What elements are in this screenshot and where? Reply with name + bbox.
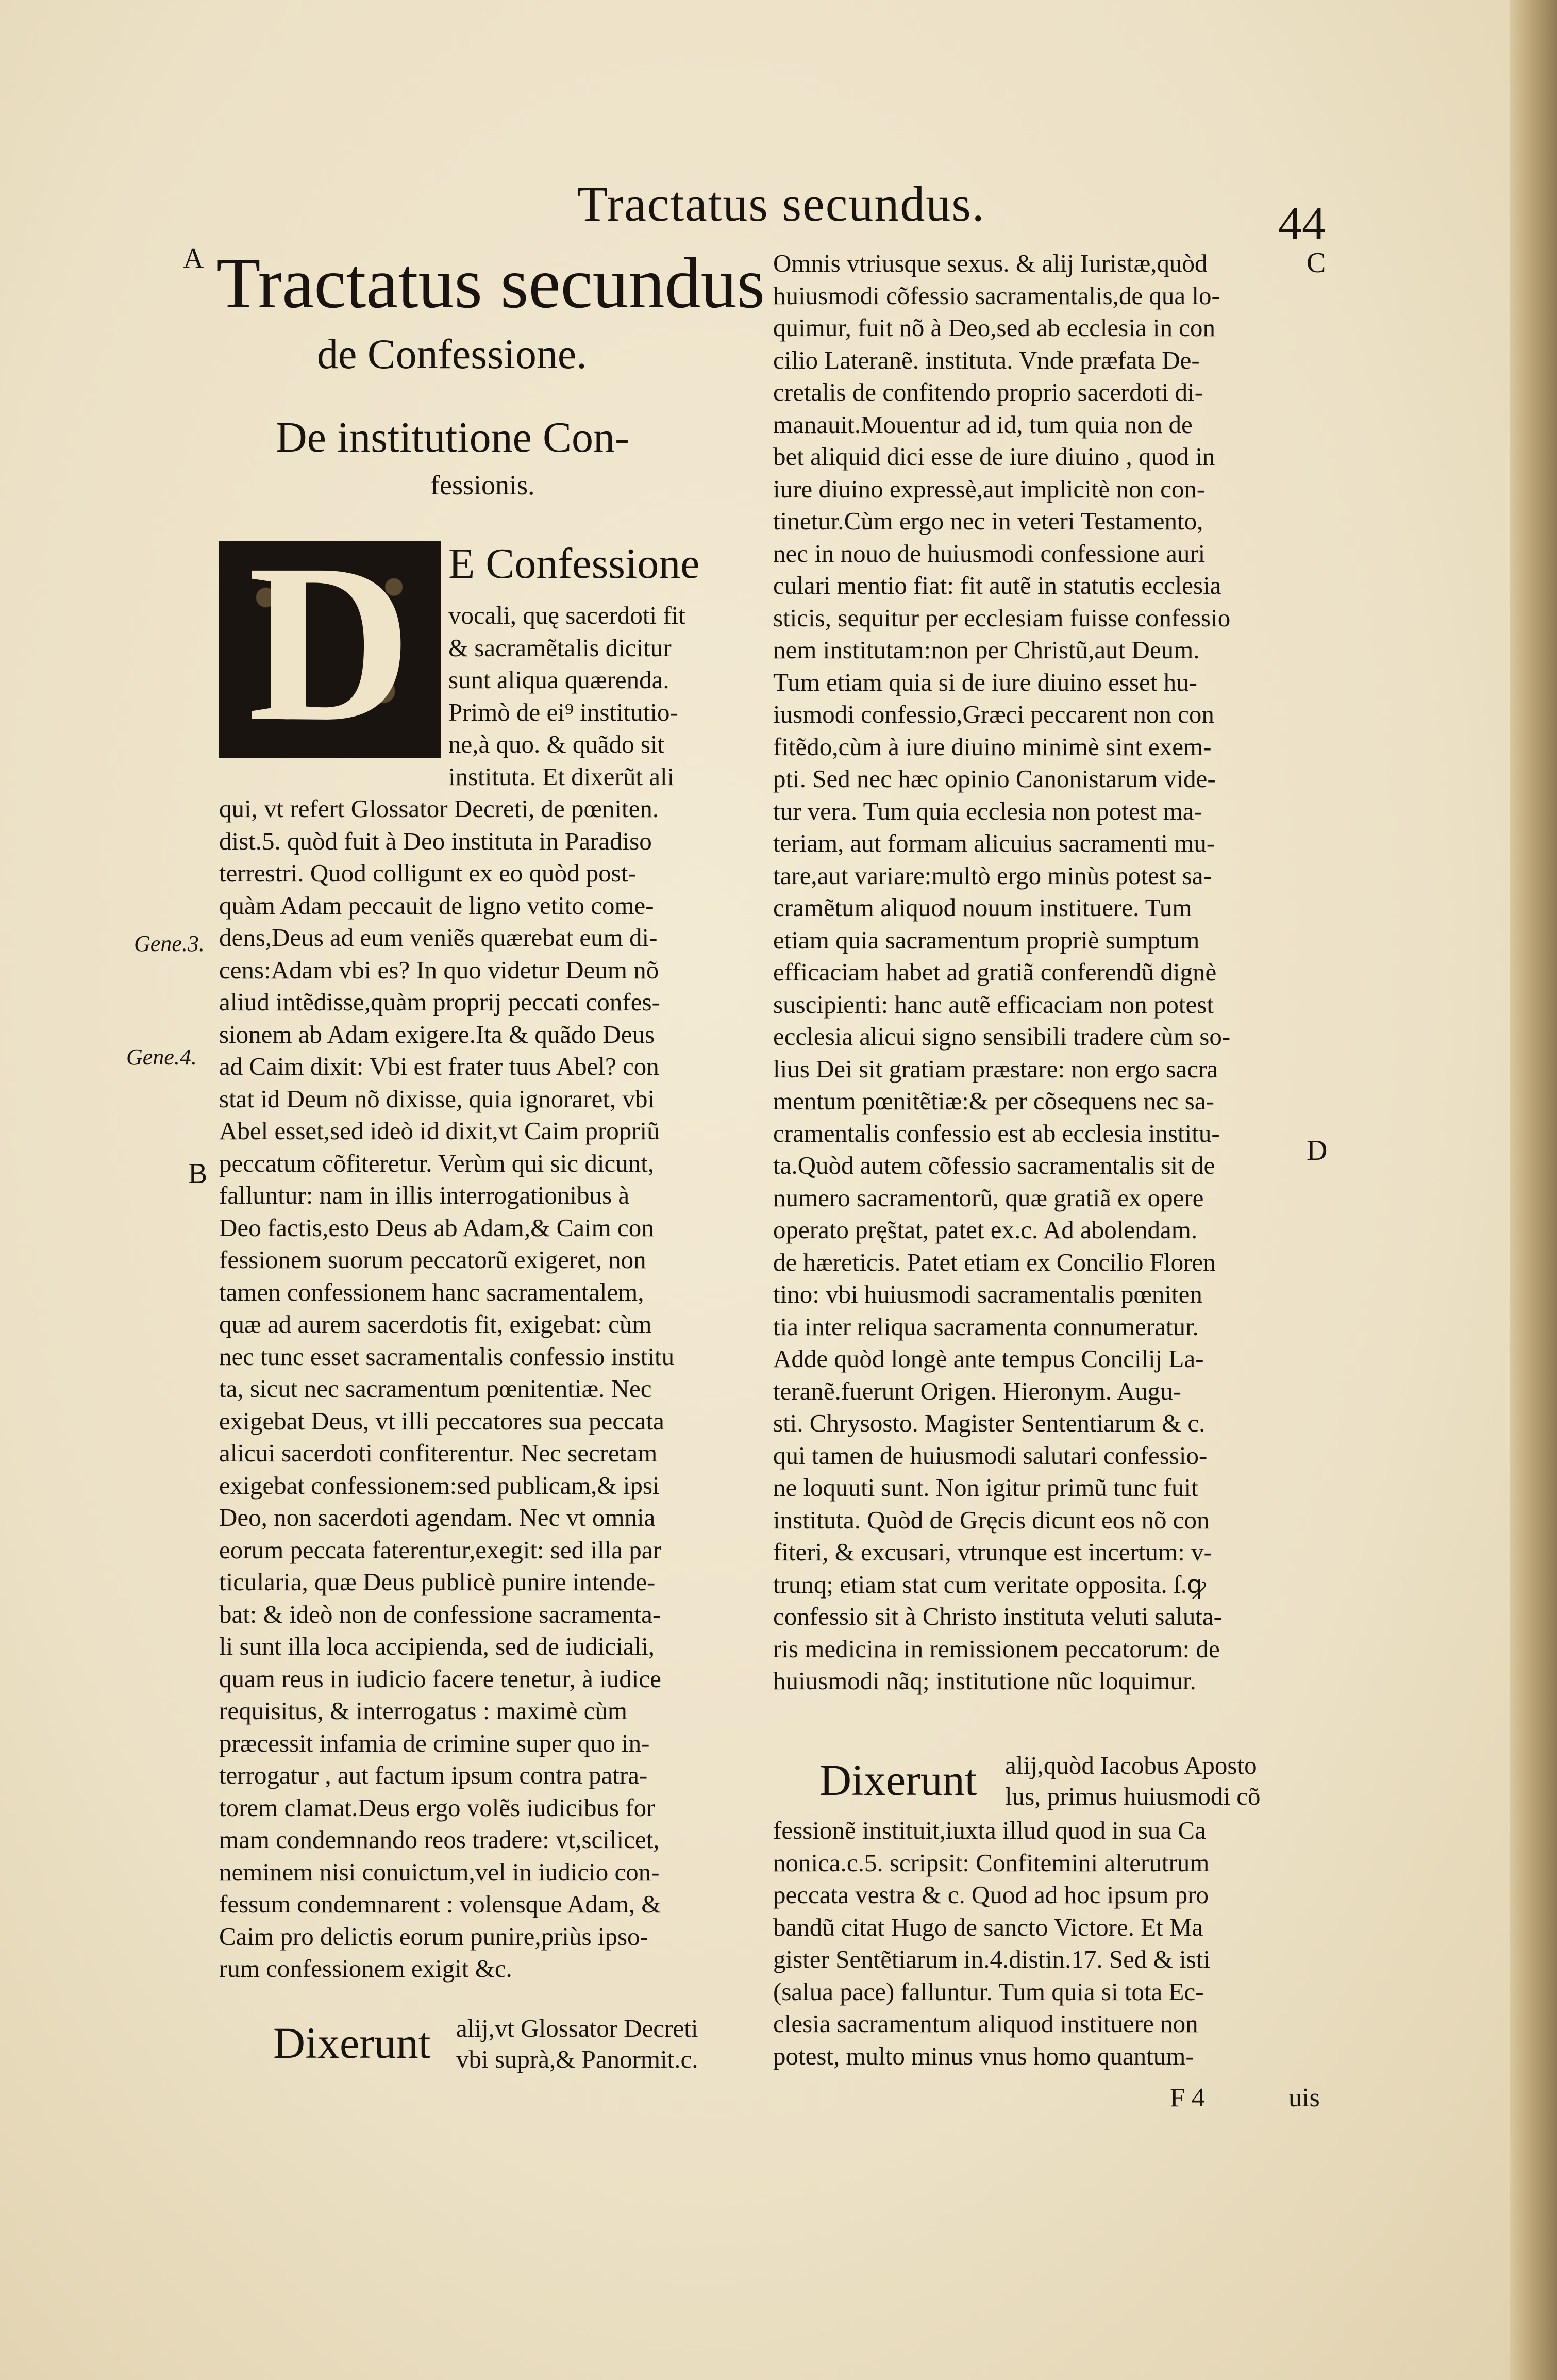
text-line: lius Dei sit gratiam præstare: non ergo sacra (773, 1054, 1218, 1083)
text-line: rum confessionem exigit &c. (219, 1954, 512, 1983)
text-line: li sunt illa loca accipienda, sed de iudiciali, (219, 1632, 655, 1660)
text-line: cens:Adam vbi es? In quo videtur Deum nõ (219, 955, 659, 984)
text-line: terrogatur , aut factum ipsum contra patra- (219, 1761, 648, 1789)
text-line: aliud intẽdisse,quàm proprij peccati confes- (219, 988, 660, 1016)
text-line: Deo, non sacerdoti agendam. Nec vt omnia (219, 1503, 656, 1532)
text-line: sunt aliqua quærenda. (448, 665, 669, 694)
text-line: sticis, sequitur per ecclesiam fuisse confessio (773, 603, 1231, 632)
text-line: ta.Quòd autem cõfessio sacramentalis sit de (773, 1151, 1215, 1179)
text-line: qui tamen de huiusmodi salutari confessio- (773, 1441, 1208, 1470)
text-line: & sacramẽtalis dicitur (448, 633, 672, 662)
text-line: exigebat Deus, vt illi peccatores sua peccata (219, 1406, 664, 1435)
text-line: teranẽ.fuerunt Origen. Hieronym. Augu- (773, 1376, 1181, 1405)
text-line: bandũ citat Hugo de sancto Victore. Et Ma (773, 1912, 1203, 1941)
text-line: fessionẽ instituit,iuxta illud quod in sua Ca (773, 1816, 1206, 1844)
right-column-body (773, 247, 1230, 1697)
text-line: Primò de ei⁹ institutio- (448, 697, 678, 726)
text-line: mentum pœnitẽtiæ:& per cõsequens nec sa- (773, 1087, 1214, 1115)
text-line: potest, multo minus vnus homo quantum- (773, 2041, 1194, 2070)
margin-note: Gene.4. (126, 1044, 197, 1070)
text-line: confessio sit à Christo instituta veluti saluta- (773, 1602, 1222, 1630)
text-line: eorum peccata faterentur,exegit: sed illa par (219, 1535, 661, 1564)
text-line: nem institutam:non per Christũ,aut Deum. (773, 636, 1200, 664)
text-line: numero sacramentorũ, quæ gratiã ex opere (773, 1183, 1204, 1212)
text-line: fiteri, & excusari, vtrunque est incertum: v- (773, 1538, 1212, 1566)
text-line: stat id Deum nõ dixisse, quia ignoraret, vbi (219, 1084, 655, 1113)
text-line: ris medicina in remissionem peccatorum: de (773, 1634, 1220, 1663)
left-column-beside-initial (448, 600, 685, 793)
signature-mark: F 4 (1170, 2083, 1205, 2112)
text-line: pti. Sed nec hæc opinio Canonistarum vide- (773, 764, 1216, 793)
text-line: torem clamat.Deus ergo volẽs iudicibus for (219, 1793, 655, 1822)
text-line: suscipienti: hanc autẽ efficaciam non potest (773, 990, 1214, 1019)
text-line: qui, vt refert Glossator Decreti, de pœniten. (219, 794, 659, 823)
text-line: etiam quia sacramentum propriè sumptum (773, 925, 1200, 954)
text-line: fessionem suorum peccatorũ exigeret, non (219, 1245, 646, 1274)
margin-note: Gene.3. (134, 931, 205, 956)
text-line: sti. Chrysosto. Magister Sententiarum & c. (773, 1409, 1206, 1437)
text-line: instituta. Quòd de Gręcis dicunt eos nõ con (773, 1505, 1210, 1534)
text-line: sionem ab Adam exigere.Ita & quãdo Deus (219, 1020, 655, 1048)
dixerunt-heading-right: Dixerunt (819, 1755, 977, 1805)
text-line: Tum etiam quia si de iure diuino esset hu- (773, 668, 1197, 696)
text-line: præcessit infamia de crimine super quo in- (219, 1728, 650, 1757)
text-line: cramentalis confessio est ab ecclesia institu- (773, 1119, 1220, 1147)
text-line: quimur, fuit nõ à Deo,sed ab ecclesia in con (773, 313, 1215, 342)
treatise-title-line2: de Confessione. (317, 330, 587, 377)
section-marker-c: C (1307, 247, 1326, 279)
chapter-heading-line2: fessionis. (430, 470, 535, 501)
text-line: quam reus in iudicio facere tenetur, à iudice (219, 1664, 661, 1693)
text-line: nec in nouo de huiusmodi confessione auri (773, 539, 1206, 568)
text-line: tare,aut variare:multò ergo minùs potest sa- (773, 861, 1212, 890)
text-line: ad Caim dixit: Vbi est frater tuus Abel? con (219, 1052, 659, 1080)
text-line: quàm Adam peccauit de ligno vetito come- (219, 891, 654, 920)
text-line: bat: & ideò non de confessione sacramenta- (219, 1600, 661, 1628)
text-line: peccatum cõfiteretur. Verùm qui sic dicunt, (219, 1149, 655, 1177)
dixerunt-heading-left: Dixerunt (273, 2018, 431, 2068)
text-line: quæ ad aurem sacerdotis fit, exigebat: cùm (219, 1310, 652, 1338)
text-line: dist.5. quòd fuit à Deo instituta in Paradiso (219, 826, 652, 855)
text-line: ticularia, quæ Deus publicè punire intende- (219, 1568, 656, 1596)
text-line: falluntur: nam in illis interrogationibus à (219, 1181, 630, 1209)
text-line: nonica.c.5. scripsit: Confitemini alterutrum (773, 1848, 1210, 1877)
text-line: instituta. Et dixerũt ali (448, 762, 675, 791)
text-line: (salua pace) falluntur. Tum quia si tota Ec- (773, 1977, 1204, 2006)
text-line: teriam, aut formam alicuius sacramenti mu- (773, 829, 1215, 857)
text-line: de hæreticis. Patet etiam ex Concilio Floren (773, 1247, 1216, 1276)
text-line: Caim pro delictis eorum punire,priùs ipso- (219, 1922, 648, 1951)
text-line: bet aliquid dici esse de iure diuino , quod in (773, 442, 1215, 471)
text-line: exigebat confessionem:sed publicam,& ipsi (219, 1471, 660, 1500)
text-line: tinetur.Cùm ergo nec in veteri Testamento, (773, 507, 1203, 535)
catchword: uis (1288, 2083, 1320, 2112)
text-line: mam condemnando reos tradere: vt,scilicet, (219, 1825, 660, 1854)
text-line: huiusmodi cõfessio sacramentalis,de qua lo- (773, 281, 1220, 310)
text-line: gister Sentẽtiarum in.4.distin.17. Sed & isti (773, 1945, 1210, 1973)
text-line: nec tunc esset sacramentalis confessio institu (219, 1342, 675, 1371)
text-line: cilio Lateranẽ. instituta. Vnde præfata De- (773, 345, 1200, 374)
text-line: Abel esset,sed ideò id dixit,vt Caim propriũ (219, 1117, 660, 1145)
text-line: cretalis de confitendo proprio sacerdoti di- (773, 378, 1203, 406)
text-line: alicui sacerdoti confiterentur. Nec secretam (219, 1439, 658, 1467)
text-line: fitẽdo,cùm à iure diuino minimè sint exem- (773, 732, 1212, 761)
running-head: Tractatus secundus. (577, 176, 985, 231)
text-line: requisitus, & interrogatus : maximè cùm (219, 1696, 628, 1725)
text-line: Adde quòd longè ante tempus Concilij La- (773, 1344, 1204, 1373)
text-line: Deo factis,esto Deus ab Adam,& Caim con (219, 1213, 654, 1242)
left-column-body (219, 793, 674, 1985)
text-line: lus, primus huiusmodi cõ (1005, 1782, 1261, 1810)
section-marker-d: D (1307, 1135, 1328, 1167)
text-line: alij,quòd Iacobus Aposto (1005, 1751, 1257, 1779)
text-line: ta, sicut nec sacramentum pœnitentiæ. Nec (219, 1374, 652, 1403)
text-line: efficaciam habet ad gratiã conferendũ dignè (773, 958, 1217, 986)
text-line: alij,vt Glossator Decreti (456, 2014, 698, 2042)
decorated-initial (219, 518, 441, 769)
page-edge (1510, 0, 1557, 2380)
text-line: vbi suprà,& Panormit.c. (456, 2045, 698, 2073)
text-line: tino: vbi huiusmodi sacramentalis pœniten (773, 1280, 1202, 1308)
section-marker-b: B (188, 1158, 208, 1190)
text-line: tamen confessionem hanc sacramentalem, (219, 1277, 644, 1306)
section-marker-a: A (183, 243, 204, 275)
chapter-heading: De institutione Con- (276, 413, 629, 461)
text-line: tia inter reliqua sacramenta connumeratur. (773, 1312, 1199, 1341)
text-line: vocali, quę sacerdoti fit (448, 601, 685, 629)
text-line: terrestri. Quod colligunt ex eo quòd post- (219, 859, 637, 887)
text-line: ne,à quo. & quãdo sit (448, 730, 665, 758)
text-line: tur vera. Tum quia ecclesia non potest ma- (773, 796, 1202, 825)
text-line: clesia sacramentum aliquod instituere non (773, 2009, 1198, 2038)
opening-words: E Confessione (448, 540, 700, 588)
text-line: iusmodi confessio,Græci peccarent non con (773, 700, 1214, 728)
text-line: neminem nisi conuictum,vel in iudicio con- (219, 1857, 660, 1886)
text-line: huiusmodi nãq; institutione nũc loquimur. (773, 1667, 1196, 1695)
text-line: cramẽtum aliquod nouum instituere. Tum (773, 893, 1192, 922)
text-line: ecclesia alicui signo sensibili tradere cùm so- (773, 1022, 1231, 1051)
text-line: iure diuino expressè,aut implicitè non con- (773, 474, 1206, 503)
text-line: peccata vestra & c. Quod ad hoc ipsum pro (773, 1880, 1209, 1909)
text-line: fessum condemnarent : volensque Adam, & (219, 1890, 661, 1918)
folio-number: 44 (1278, 197, 1326, 249)
text-line: trunq; etiam stat cum veritate opposita. ſ.ꝙ (773, 1570, 1206, 1599)
text-line: Omnis vtriusque sexus. & alij Iuristæ,quòd (773, 249, 1208, 277)
text-line: culari mentio fiat: fit autẽ in statutis ecclesia (773, 571, 1221, 600)
text-line: dens,Deus ad eum veniẽs quærebat eum di- (219, 923, 658, 952)
text-line: ne loquuti sunt. Non igitur primũ tunc fuit (773, 1473, 1198, 1502)
right-column-body-continued (773, 1815, 1210, 2072)
text-line: operato prę̃stat, patet ex.c. Ad abolendam. (773, 1216, 1198, 1244)
initial-letter: D (248, 518, 412, 769)
treatise-title: Tractatus secundus (216, 243, 765, 323)
text-line: manauit.Mouentur ad id, tum quia non de (773, 410, 1193, 439)
